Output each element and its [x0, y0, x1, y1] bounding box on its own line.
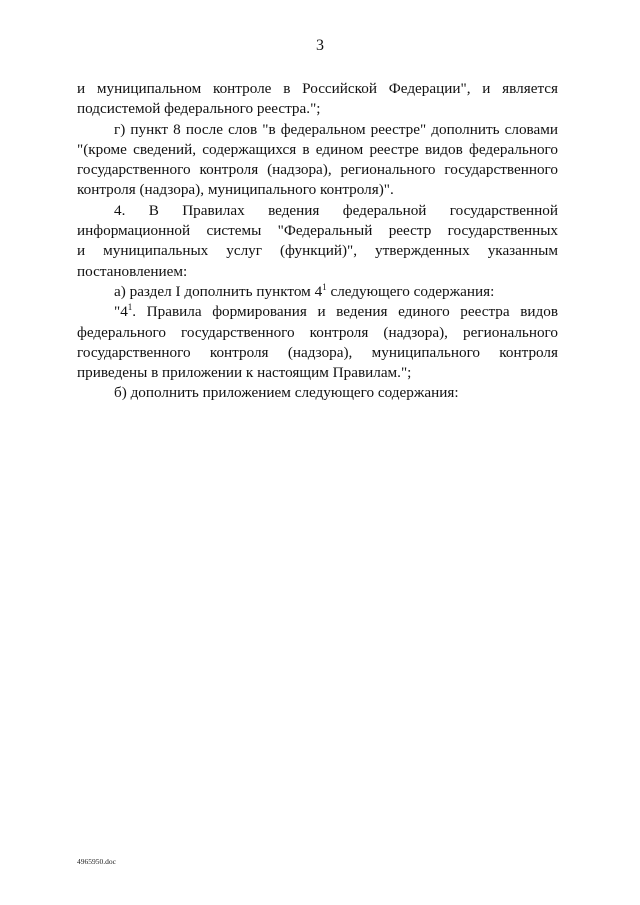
text-line: государственного контроля (надзора), регионального государственного [77, 161, 558, 179]
text-line: г) пункт 8 после слов "в федеральном реестре" дополнить словами [114, 120, 558, 138]
text-line: государственного контроля (надзора), муниципального контроля [77, 343, 558, 361]
text-line [77, 302, 558, 322]
text-line: б) дополнить приложением следующего содержания: [114, 384, 459, 402]
text-line: приведены в приложении к настоящим Правилам."; [77, 364, 412, 382]
text-segment: "4 [114, 303, 128, 321]
text-line: контроля (надзора), муниципального контроля)". [77, 181, 394, 199]
page-number: 3 [316, 37, 324, 54]
document-body [77, 79, 558, 404]
text-line: и муниципальном контроле в Российской Федерации", и является [77, 80, 558, 97]
text-line: федерального государственного контроля (надзора), регионального [77, 323, 558, 341]
document-filename: 4965950.doc [77, 857, 116, 866]
superscript: 1 [127, 302, 133, 313]
text-segment: . Правила формирования и ведения единого реестра видов [132, 303, 558, 321]
text-line: подсистемой федерального реестра."; [77, 100, 321, 118]
text-line [77, 282, 558, 302]
text-segment: следующего содержания: [326, 282, 495, 300]
text-line: информационной системы "Федеральный реестр государственных [77, 222, 558, 240]
text-line: 4. В Правилах ведения федеральной государственной [114, 201, 558, 219]
text-line: постановлением: [77, 262, 188, 280]
text-line: "(кроме сведений, содержащихся в едином реестре видов федерального [77, 140, 558, 158]
superscript: 1 [322, 281, 327, 292]
text-segment: а) раздел I дополнить пунктом 4 [114, 282, 323, 300]
text-line: и муниципальных услуг (функций)", утвержденных указанным [77, 242, 558, 260]
